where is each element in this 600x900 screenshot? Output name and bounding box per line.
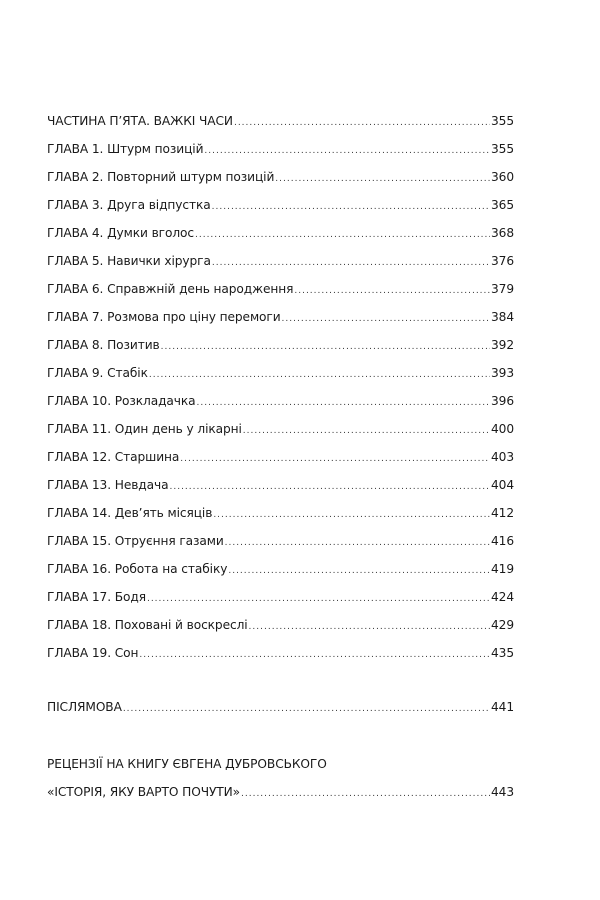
dot-leader (294, 286, 490, 296)
toc-chapter-entry (47, 422, 514, 450)
dot-leader (282, 314, 491, 324)
toc-afterword-entry (47, 700, 514, 728)
entry-page: 376 (491, 254, 514, 268)
entry-title: ГЛАВА 13. Невдача (47, 478, 169, 492)
dot-leader (161, 342, 490, 352)
entry-page: 384 (491, 310, 514, 324)
table-of-contents (47, 114, 514, 674)
dot-leader (225, 538, 490, 548)
dot-leader (228, 566, 490, 576)
toc-chapter-entry (47, 338, 514, 366)
entry-title: ГЛАВА 4. Думки вголос (47, 226, 194, 240)
entry-title: ГЛАВА 18. Поховані й воскреслі (47, 618, 248, 632)
dot-leader (169, 482, 490, 492)
toc-chapter-entry (47, 450, 514, 478)
entry-title: ГЛАВА 16. Робота на стабіку (47, 562, 228, 576)
dot-leader (241, 789, 490, 799)
afterword-section (47, 700, 514, 728)
toc-chapter-entry (47, 310, 514, 338)
entry-page: 441 (491, 700, 514, 714)
toc-chapter-entry (47, 170, 514, 198)
toc-part-entry (47, 114, 514, 142)
entry-page: 412 (491, 506, 514, 520)
dot-leader (147, 594, 490, 604)
toc-chapter-entry (47, 506, 514, 534)
entry-title: ГЛАВА 7. Розмова про ціну перемоги (47, 310, 281, 324)
toc-chapter-entry (47, 282, 514, 310)
entry-page: 424 (491, 590, 514, 604)
entry-page: 355 (491, 114, 514, 128)
dot-leader (249, 622, 490, 632)
entry-page: 365 (491, 198, 514, 212)
entry-title-line1: РЕЦЕНЗІЇ НА КНИГУ ЄВГЕНА ДУБРОВСЬКОГО (47, 757, 327, 771)
entry-title: ГЛАВА 10. Розкладачка (47, 394, 196, 408)
entry-title: ГЛАВА 12. Старшина (47, 450, 180, 464)
reviews-heading (47, 757, 514, 785)
dot-leader (180, 454, 490, 464)
toc-chapter-entry (47, 226, 514, 254)
dot-leader (123, 704, 490, 714)
toc-chapter-entry (47, 562, 514, 590)
entry-page: 379 (491, 282, 514, 296)
toc-chapter-entry (47, 534, 514, 562)
entry-title: ГЛАВА 9. Стабік (47, 366, 148, 380)
toc-chapter-entry (47, 618, 514, 646)
dot-leader (149, 370, 490, 380)
toc-chapter-entry (47, 478, 514, 506)
entry-page: 360 (491, 170, 514, 184)
entry-page: 403 (491, 450, 514, 464)
toc-chapter-entry (47, 366, 514, 394)
entry-title: ГЛАВА 2. Повторний штурм позицій (47, 170, 275, 184)
entry-title: ПІСЛЯМОВА (47, 700, 122, 714)
entry-page: 393 (491, 366, 514, 380)
dot-leader (204, 146, 490, 156)
entry-title: ЧАСТИНА П’ЯТА. ВАЖКІ ЧАСИ (47, 114, 233, 128)
entry-title: ГЛАВА 1. Штурм позицій (47, 142, 204, 156)
entry-page: 404 (491, 478, 514, 492)
dot-leader (212, 258, 490, 268)
entry-page: 392 (491, 338, 514, 352)
toc-chapter-entry (47, 394, 514, 422)
toc-reviews-entry (47, 785, 514, 813)
entry-title: ГЛАВА 11. Один день у лікарні (47, 422, 242, 436)
dot-leader (197, 398, 491, 408)
dot-leader (212, 202, 490, 212)
entry-page: 419 (491, 562, 514, 576)
entry-title: ГЛАВА 6. Справжній день народження (47, 282, 294, 296)
toc-chapter-entry (47, 198, 514, 226)
dot-leader (275, 174, 490, 184)
entry-title: ГЛАВА 5. Навички хірурга (47, 254, 211, 268)
entry-title: ГЛАВА 17. Бодя (47, 590, 146, 604)
toc-chapter-entry (47, 590, 514, 618)
entry-page: 416 (491, 534, 514, 548)
chapter-list (47, 142, 514, 674)
entry-page: 368 (491, 226, 514, 240)
toc-chapter-entry (47, 142, 514, 170)
toc-chapter-entry (47, 254, 514, 282)
toc-chapter-entry (47, 646, 514, 674)
entry-title: «ІСТОРІЯ, ЯКУ ВАРТО ПОЧУТИ» (47, 785, 240, 799)
entry-page: 400 (491, 422, 514, 436)
entry-title: ГЛАВА 14. Дев’ять місяців (47, 506, 213, 520)
dot-leader (234, 118, 490, 128)
entry-page: 355 (491, 142, 514, 156)
entry-title: ГЛАВА 19. Сон (47, 646, 139, 660)
entry-title: ГЛАВА 15. Отруєння газами (47, 534, 224, 548)
dot-leader (243, 426, 490, 436)
dot-leader (195, 230, 490, 240)
entry-page: 396 (491, 394, 514, 408)
reviews-section (47, 757, 514, 813)
dot-leader (213, 510, 490, 520)
dot-leader (139, 650, 490, 660)
entry-title: ГЛАВА 8. Позитив (47, 338, 160, 352)
entry-page: 429 (491, 618, 514, 632)
entry-title: ГЛАВА 3. Друга відпустка (47, 198, 211, 212)
entry-page: 435 (491, 646, 514, 660)
entry-page: 443 (491, 785, 514, 799)
